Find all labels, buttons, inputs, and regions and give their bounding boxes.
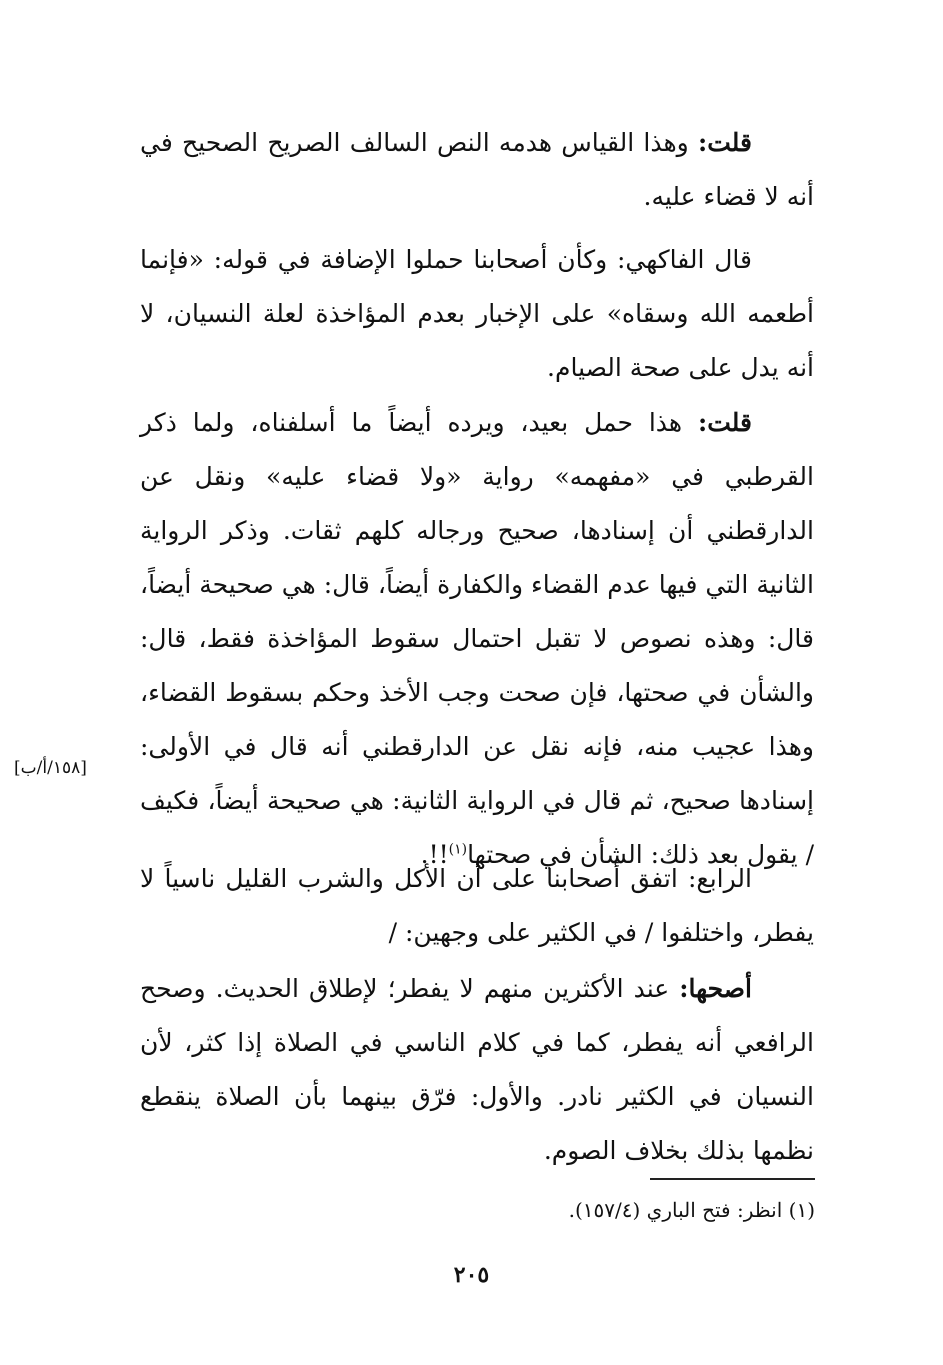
footnote-divider <box>650 1178 815 1180</box>
main-text-3 <box>140 396 814 882</box>
paragraph-5 <box>140 962 814 1178</box>
paragraph-4-text: الرابع: اتفق أصحابنا على أن الأكل والشرب القليل ناسياً لا يفطر، واختلفوا / في الكثير على وجهين: / <box>140 864 814 947</box>
paragraph-1 <box>140 116 814 224</box>
main-text-5 <box>140 962 814 1178</box>
footnote-1: (١) انظر: فتح الباري (١٥٧/٤). <box>568 1198 815 1222</box>
paragraph-1-lead: قلت: <box>697 128 752 157</box>
paragraph-2-text: قال الفاكهي: وكأن أصحابنا حملوا الإضافة في قوله: «فإنما أطعمه الله وسقاه» على الإخبار بعدم المؤاخذة لعلة النسيان، لا أنه يدل على صحة الصيام. <box>140 245 814 382</box>
page-number: ٢٠٥ <box>453 1262 490 1288</box>
footnote-reference[interactable]: (١) <box>448 841 468 858</box>
main-text-4 <box>140 852 814 960</box>
paragraph-3-text: هذا حمل بعيد، ويرده أيضاً ما أسلفناه، ولما ذكر القرطبي في «مفهمه» رواية «ولا قضاء عليه» ونقل عن الدارقطني أن إسنادها، صحيح ورجاله كلهم ثقات. وذكر الرواية الثانية التي فيها عدم القضاء والكفارة أيضاً، قال: هي صحيحة أيضاً، قال: وهذه نصوص لا تقبل احتمال سقوط المؤاخذة فقط، قال: والشأن في صحتها، فإن صحت وجب الأخذ وحكم بسقوط القضاء، وهذا عجيب منه، فإنه نقل عن الدارقطني أنه قال في الأولى: إسنادها صحيح، ثم قال في الرواية الثانية: هي صحيحة أيضاً، فكيف / يقول بعد ذلك: الشأن في صحتها <box>140 408 814 869</box>
manuscript-margin-note: [١٥٨/أ/ب] <box>14 758 87 778</box>
paragraph-2 <box>140 233 814 395</box>
main-text-2 <box>140 233 814 395</box>
paragraph-4 <box>140 852 814 960</box>
paragraph-5-text: عند الأكثرين منهم لا يفطر؛ لإطلاق الحديث. وصحح الرافعي أنه يفطر، كما في كلام الناسي في الصلاة إذا كثر، لأن النسيان في الكثير نادر. والأول: فرّق بينهما بأن الصلاة ينقطع نظمها بذلك بخلاف الصوم. <box>140 974 814 1165</box>
paragraph-5-lead: أصحها: <box>679 974 752 1003</box>
main-text <box>140 116 814 224</box>
paragraph-1-text: وهذا القياس هدمه النص السالف الصريح الصحيح في أنه لا قضاء عليه. <box>140 128 814 211</box>
paragraph-3 <box>140 396 814 882</box>
paragraph-3-lead: قلت: <box>697 408 752 437</box>
paragraph-3-tail: !!. <box>420 840 449 869</box>
